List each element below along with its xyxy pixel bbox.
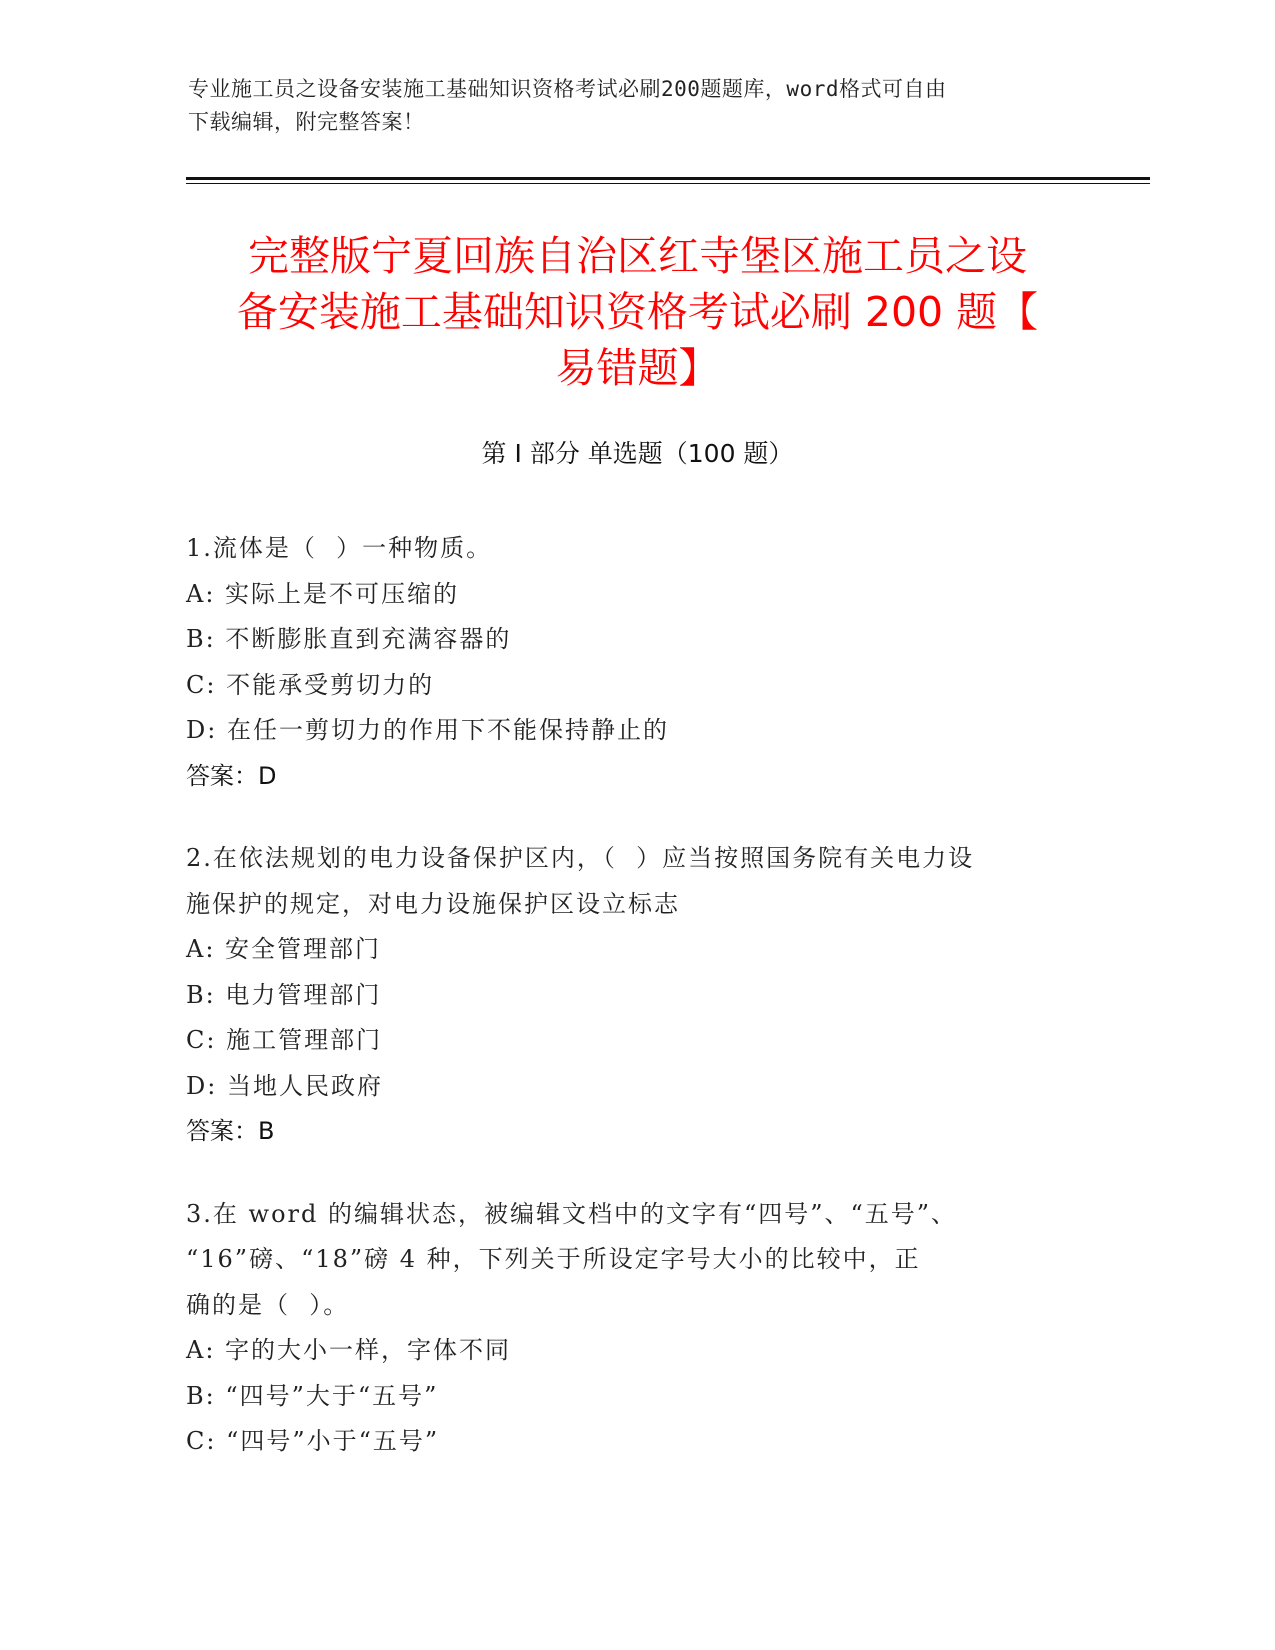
title-line-1: 完整版宁夏回族自治区红寺堡区施工员之设	[248, 232, 1027, 280]
question-stem-line: “16”磅、“18”磅 4 种，下列关于所设定字号大小的比较中，正	[186, 1245, 921, 1273]
question-list	[186, 526, 1086, 1502]
option-b: B: “四号”大于“五号”	[186, 1381, 439, 1410]
option-d: D: 在任一剪切力的作用下不能保持静止的	[186, 716, 669, 744]
option-c: C: 施工管理部门	[186, 1026, 383, 1054]
option-a: A: 字的大小一样，字体不同	[186, 1336, 512, 1364]
option-d: D: 当地人民政府	[186, 1071, 383, 1100]
header-note	[188, 73, 1088, 139]
question-3	[186, 1192, 1086, 1465]
question-stem-line: 1.流体是（ ）一种物质。	[186, 534, 493, 562]
question-stem-line: 3.在 word 的编辑状态，被编辑文档中的文字有“四号”、“五号”、	[186, 1199, 958, 1228]
option-c: C: “四号”小于“五号”	[186, 1427, 440, 1455]
header-divider-thick	[186, 177, 1150, 180]
option-a: A: 实际上是不可压缩的	[186, 579, 460, 608]
question-2	[186, 836, 1086, 1155]
document-title	[180, 228, 1095, 396]
question-stem-line: 2.在依法规划的电力设备保护区内，（ ）应当按照国务院有关电力设	[186, 844, 975, 872]
header-note-line-2: 下载编辑，附完整答案！	[188, 110, 425, 134]
question-stem-line: 确的是（ ）。	[186, 1290, 350, 1319]
option-b: B: 不断膨胀直到充满容器的	[186, 625, 512, 653]
title-line-3: 易错题】	[555, 344, 720, 392]
section-heading: 第 I 部分 单选题（100 题）	[481, 439, 794, 468]
option-c: C: 不能承受剪切力的	[186, 670, 435, 699]
answer-label: 答案：D	[186, 761, 277, 790]
option-a: A: 安全管理部门	[186, 935, 382, 963]
header-note-line-1: 专业施工员之设备安装施工基础知识资格考试必刷200题题库，word格式可自由	[188, 77, 947, 101]
question-stem-line: 施保护的规定，对电力设施保护区设立标志	[186, 889, 680, 918]
option-b: B: 电力管理部门	[186, 980, 382, 1009]
header-divider-thin	[186, 183, 1150, 184]
title-line-2: 备安装施工基础知识资格考试必刷 200 题【	[236, 288, 1039, 336]
answer-label: 答案：B	[186, 1117, 275, 1145]
question-1	[186, 526, 1086, 799]
